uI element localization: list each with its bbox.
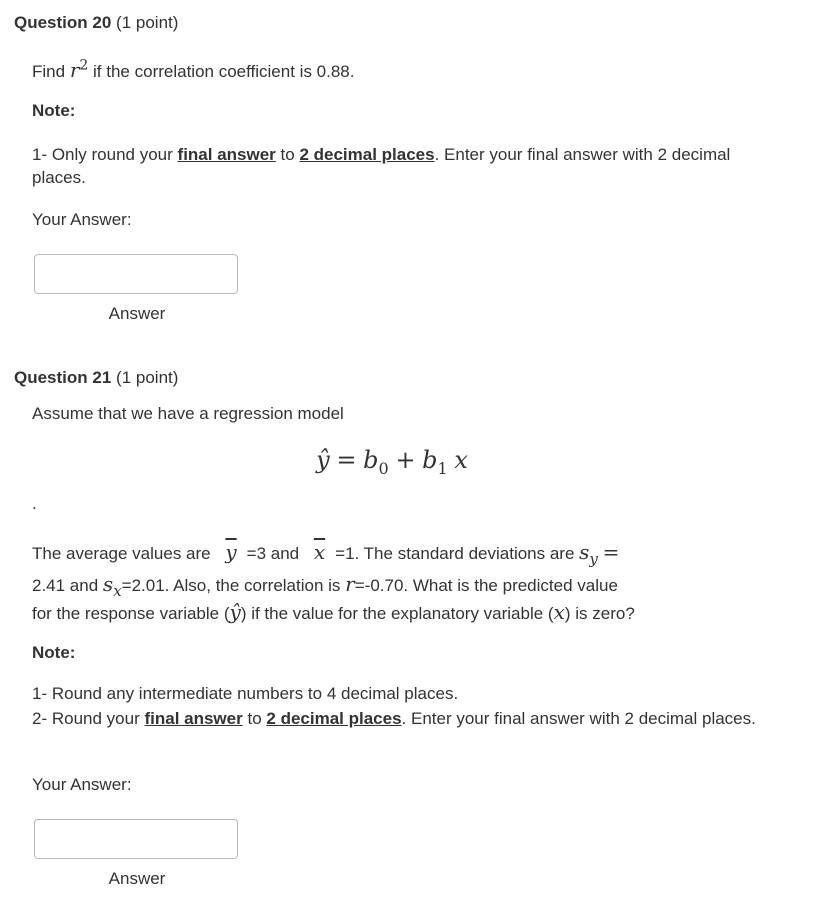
y-hat-symbol: ŷ: [316, 446, 330, 474]
b1-symbol: b: [422, 446, 438, 474]
b0-symbol: b: [363, 446, 379, 474]
note2-text-pre: 2- Round your: [32, 709, 140, 728]
question-20-your-answer-label: Your Answer:: [32, 210, 132, 229]
b1-subscript: 1: [437, 458, 448, 478]
y-hat-inline: ŷ: [229, 600, 241, 624]
y-bar-value-text: =3 and: [246, 544, 300, 563]
question-20-prompt: [32, 58, 354, 82]
question-20-points: (1 point): [116, 13, 179, 32]
question-21-note-title: Note:: [32, 643, 76, 662]
is-zero-text: ) is zero?: [564, 604, 635, 623]
equals-sign: =: [336, 446, 357, 474]
question-21-answer-input[interactable]: [34, 819, 238, 859]
question-20-answer-input[interactable]: [34, 254, 238, 294]
note2-text-post: . Enter your final answer with 2 decimal places.: [401, 709, 756, 728]
x-bar-value-text: =1. The standard deviations are: [335, 544, 575, 563]
exponent: 2: [79, 57, 89, 74]
s-y-base: s: [579, 540, 590, 564]
averages-text: The average values are: [32, 544, 211, 563]
r-squared-math: [70, 58, 88, 82]
x-symbol: x: [454, 446, 468, 474]
question-20-note-title: Note:: [32, 101, 76, 120]
response-variable-text: for the response variable (: [32, 604, 230, 623]
decimal-places-emphasis: 2 decimal places: [266, 709, 402, 728]
question-21-intro: Assume that we have a regression model: [32, 404, 344, 423]
s-x-base: s: [102, 572, 114, 596]
question-21-note-1: 1- Round any intermediate numbers to 4 decimal places.: [32, 684, 459, 703]
prompt-text-post: if the correlation coefficient is 0.88.: [93, 62, 355, 81]
question-21-para-line-1: [32, 540, 620, 568]
s-y-equals: =: [602, 540, 620, 564]
regression-formula: [0, 446, 784, 478]
s-x-subscript: x: [113, 582, 122, 600]
question-21-points: (1 point): [116, 368, 179, 387]
plus-sign: +: [395, 446, 416, 474]
s-y-symbol: [579, 540, 598, 568]
s-x-value-text: =2.01. Also, the correlation is: [121, 576, 341, 595]
s-x-symbol: [102, 572, 122, 600]
note-text-pre: 1- Only round your: [32, 145, 173, 164]
question-20-header: [14, 13, 178, 33]
note-text-post: . Enter your final answer with 2 decimal places.: [32, 145, 731, 187]
prompt-text-pre: Find: [32, 62, 66, 81]
b0-subscript: 0: [378, 458, 389, 478]
explanatory-variable-text: ) if the value for the explanatory variable (: [240, 604, 554, 623]
question-20-title: Question 20: [14, 13, 112, 32]
r-symbol: r: [345, 572, 355, 596]
note2-text-mid: to: [247, 709, 262, 728]
decimal-places-emphasis: 2 decimal places: [299, 145, 435, 164]
question-21-note-2: [32, 707, 772, 730]
question-21-para-line-2: [32, 572, 618, 600]
y-bar-symbol: $\overline{y}$: [225, 540, 237, 564]
x-inline: x: [553, 600, 565, 624]
final-answer-emphasis: final answer: [177, 145, 276, 164]
question-21-title: Question 21: [14, 368, 112, 387]
question-21-your-answer-label: Your Answer:: [32, 775, 132, 794]
x-bar-symbol: $\overline{x}$: [313, 540, 326, 564]
r-symbol: r: [69, 58, 80, 82]
correlation-value-text: =-0.70. What is the predicted value: [354, 576, 618, 595]
note-text-mid: to: [280, 145, 295, 164]
question-20-answer-caption: Answer: [108, 304, 166, 323]
question-20-note-text: [32, 143, 772, 189]
question-21-header: [14, 368, 178, 388]
final-answer-emphasis: final answer: [144, 709, 243, 728]
s-y-value-text: 2.41 and: [32, 576, 99, 595]
s-y-subscript: y: [589, 550, 598, 568]
question-21-para-line-3: [32, 600, 635, 624]
question-21-answer-caption: Answer: [108, 869, 166, 888]
formula-trailing-dot: .: [32, 494, 37, 513]
